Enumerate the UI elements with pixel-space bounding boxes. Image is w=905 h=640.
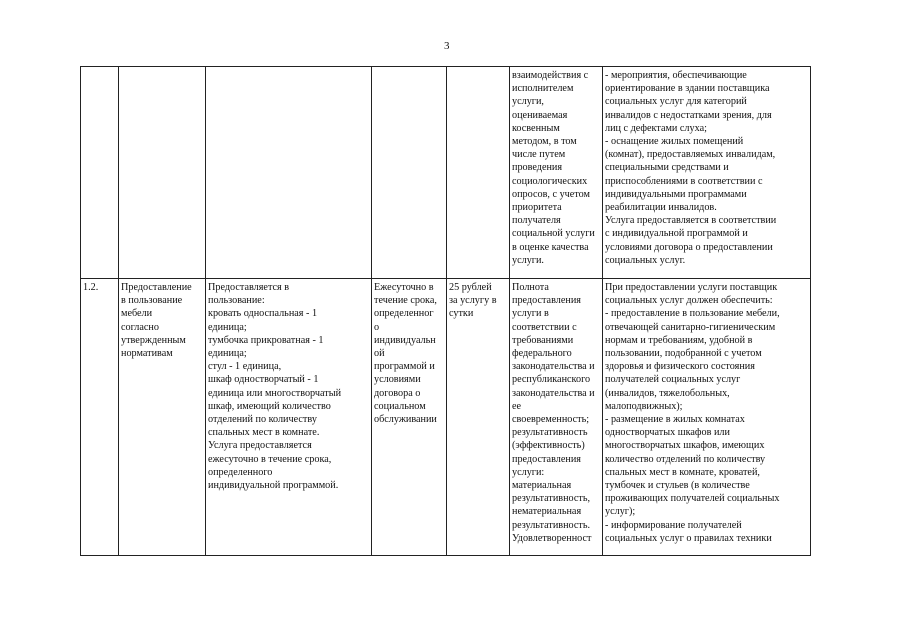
- cell-service-name: [119, 67, 206, 279]
- cell-period: [372, 67, 447, 279]
- cell-price: 25 рублей за услугу в сутки: [447, 279, 510, 556]
- cell-quality-indicators: Полнота предоставления услуги в соответствии с требованиями федерального законодательства и республиканского законодательства и ее своевременность; результативность (эффективность) предоставления услуги: материальная результативность, нематериальная результативность. Удовлетворенност: [510, 279, 603, 556]
- cell-service-name: Предоставление в пользование мебели согласно утвержденным нормативам: [119, 279, 206, 556]
- cell-conditions: При предоставлении услуги поставщик социальных услуг должен обеспечить: - предоставление в пользование мебели, отвечающей санитарно-гигиеническим нормам и требованиям, удобной в пользовании, подобранной с учетом здоровья и физического состояния получателей социальных услуг (инвалидов, тяжелобольных, малоподвижных); - размещение в жилых комнатах одностворчатых шкафов или многостворчатых шкафов, имеющих количество отделений по количеству спальных мест в комнате, кроватей, тумбочек и стульев (в количестве проживающих получателей социальных услуг); - информирование получателей социальных услуг о правилах техники: [603, 279, 811, 556]
- cell-description: Предоставляется в пользование: кровать односпальная - 1 единица; тумбочка прикроватная - 1 единица; стул - 1 единица, шкаф одностворчатый - 1 единица или многостворчатый шкаф, имеющий количество отделений по количеству спальных мест в комнате. Услуга предоставляется ежесуточно в течение срока, определенного индивидуальной программой.: [206, 279, 372, 556]
- cell-number: [81, 67, 119, 279]
- table-row: [81, 67, 811, 279]
- page-number: 3: [444, 40, 450, 52]
- cell-description: [206, 67, 372, 279]
- services-table: [80, 66, 811, 556]
- table-row: [81, 279, 811, 556]
- cell-quality-indicators: взаимодействия с исполнителем услуги, оцениваемая косвенным методом, в том числе путем проведения социологических опросов, с учетом приоритета получателя социальной услуги в оценке качества услуги.: [510, 67, 603, 279]
- cell-period: Ежесуточно в течение срока, определенног о индивидуальн ой программой и условиями договора о социальном обслуживании: [372, 279, 447, 556]
- cell-conditions: - мероприятия, обеспечивающие ориентирование в здании поставщика социальных услуг для категорий инвалидов с недостатками зрения, для лиц с дефектами слуха; - оснащение жилых помещений (комнат), предоставляемых инвалидам, специальными средствами и приспособлениями в соответствии с индивидуальными программами реабилитации инвалидов. Услуга предоставляется в соответствии с индивидуальной программой и условиями договора о предоставлении социальных услуг.: [603, 67, 811, 279]
- cell-number: 1.2.: [81, 279, 119, 556]
- cell-price: [447, 67, 510, 279]
